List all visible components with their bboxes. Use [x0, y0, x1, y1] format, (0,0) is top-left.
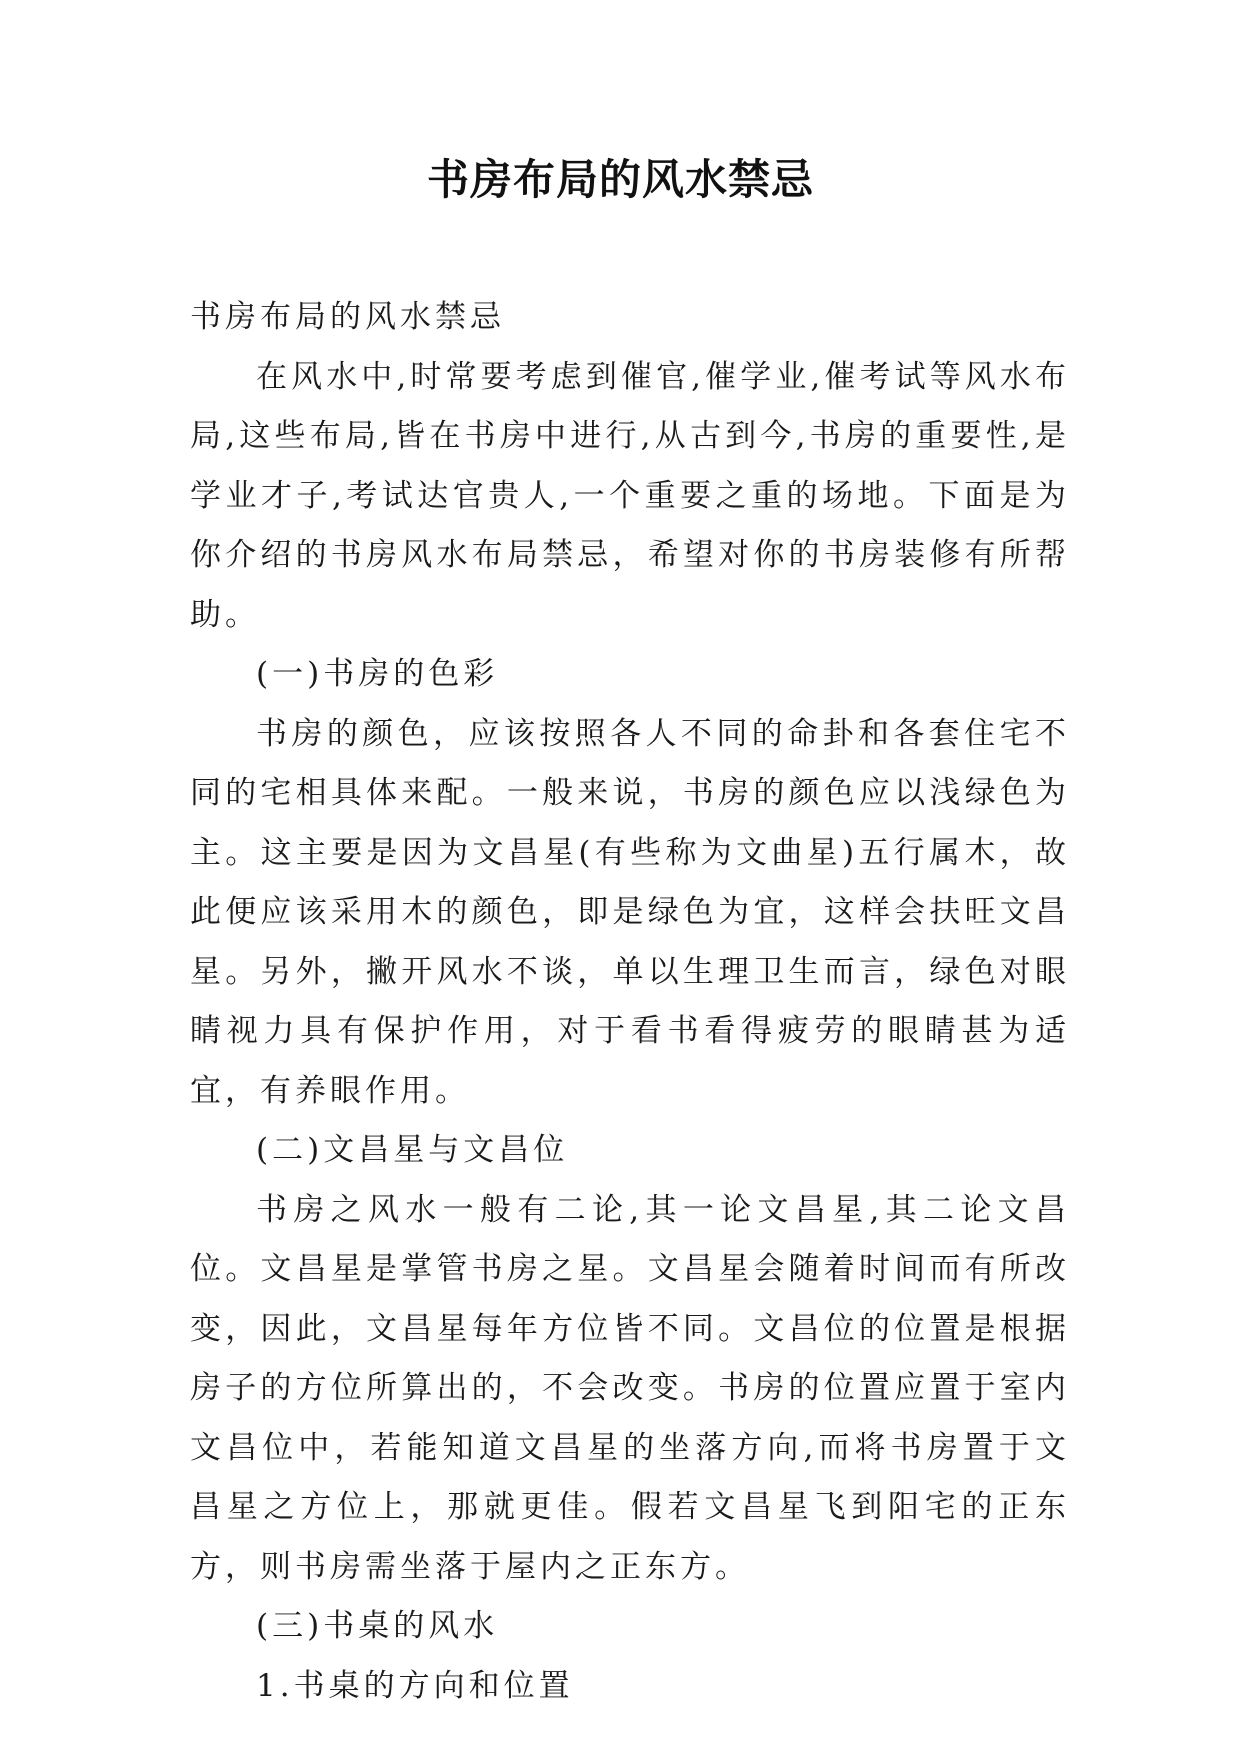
color-paragraph: 书房的颜色，应该按照各人不同的命卦和各套住宅不同的宅相具体来配。一般来说，书房的颜色应以浅绿色为主。这主要是因为文昌星(有些称为文曲星)五行属木，故此便应该采用木的颜色，即是绿色为宜，这样会扶旺文昌星。另外，撇开风水不谈，单以生理卫生而言，绿色对眼睛视力具有保护作用，对于看书看得疲劳的眼睛甚为适宜，有养眼作用。 [190, 715, 1070, 1109]
wenchang-paragraph: 书房之风水一般有二论,其一论文昌星,其二论文昌位。文昌星是掌管书房之星。文昌星会随着时间而有所改变，因此，文昌星每年方位皆不同。文昌位的位置是根据房子的方位所算出的，不会改变。书房的位置应置于室内文昌位中，若能知道文昌星的坐落方向,而将书房置于文昌星之方位上，那就更佳。假若文昌星飞到阳宅的正东方，则书房需坐落于屋内之正东方。 [190, 1191, 1070, 1585]
subsection-heading-desk-position: 1.书桌的方向和位置 [256, 1667, 574, 1704]
document-body [190, 288, 1070, 1716]
section-heading-color: (一)书房的色彩 [256, 656, 499, 692]
section-heading-wenchang: (二)文昌星与文昌位 [256, 1132, 569, 1168]
intro-paragraph: 在风水中,时常要考虑到催官,催学业,催考试等风水布局,这些布局,皆在书房中进行,从古到今,书房的重要性,是学业才子,考试达官贵人,一个重要之重的场地。下面是为你介绍的书房风水布局禁忌，希望对你的书房装修有所帮助。 [190, 358, 1070, 633]
document-title: 书房布局的风水禁忌 [426, 155, 814, 204]
section-heading-desk: (三)书桌的风水 [256, 1608, 499, 1644]
subtitle-line: 书房布局的风水禁忌 [190, 299, 505, 335]
